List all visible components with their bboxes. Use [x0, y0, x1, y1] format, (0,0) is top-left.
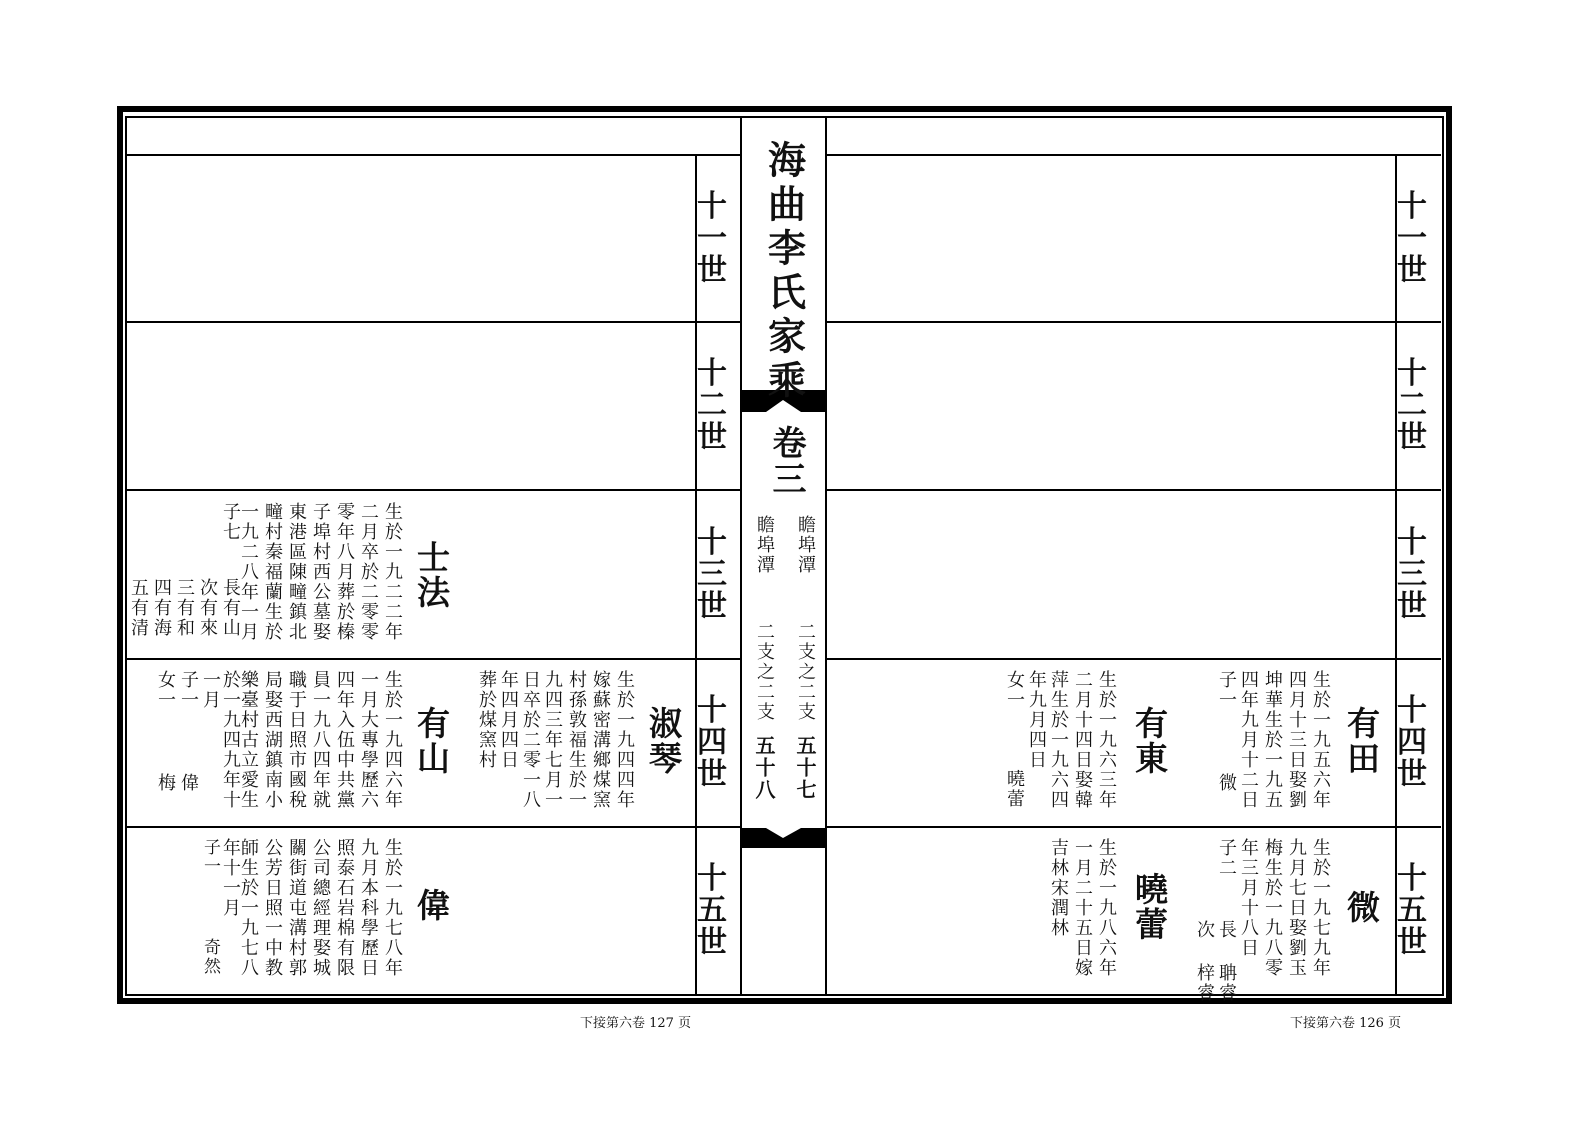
- person-name-youshan: 有山: [412, 706, 451, 776]
- bio-col: 四年九月十二日: [1238, 670, 1259, 810]
- son-entry: 三有和: [174, 578, 195, 638]
- bio-col: 二月十四日娶韓: [1072, 670, 1093, 810]
- spine-border-left: [740, 116, 742, 996]
- person-name-shuqin: 淑琴: [644, 706, 683, 776]
- page-number-right: 五十七: [793, 735, 817, 801]
- bio-col: 公司總經理娶城: [310, 838, 331, 978]
- son-entry: 次有來: [197, 578, 218, 638]
- bio-col: 樂臺村古立愛生: [238, 670, 259, 810]
- bio-col: 生於一九七八年: [382, 838, 403, 978]
- footer-right: 下接第六卷 126 页: [1290, 1016, 1402, 1031]
- person-name-xiaolei: 曉蕾: [1130, 872, 1169, 942]
- bio-col: 於一九四九年十: [220, 670, 241, 810]
- row-rule: [127, 826, 741, 828]
- row-rule: [826, 489, 1441, 491]
- bio-col: 生於一九六三年: [1096, 670, 1117, 810]
- bio-col: 生於一九二二年: [382, 502, 403, 642]
- bio-col: 日卒於二零一八: [520, 670, 541, 810]
- person-name-wei2: 微: [1342, 890, 1381, 925]
- son-entry: 長有山: [220, 578, 241, 638]
- row-rule: [127, 489, 741, 491]
- bio-col: 葬於煤窯村: [476, 670, 497, 770]
- child-entry: 女一 梅: [155, 670, 176, 793]
- person-name-wei: 偉: [412, 888, 451, 923]
- generation-label: 十二世: [697, 356, 727, 455]
- bio-col: 一九二八年一月: [238, 502, 259, 642]
- bio-col: 一月: [200, 670, 221, 710]
- bio-col: 一月二十五日嫁: [1072, 838, 1093, 978]
- generation-label: 十三世: [697, 524, 727, 624]
- generation-label: 十五世: [1397, 861, 1427, 960]
- page-number-left: 五十八: [752, 735, 776, 801]
- generation-label: 十四世: [697, 693, 727, 792]
- bio-col: 關街道屯溝村郭: [286, 838, 307, 978]
- book-title: 海曲李氏家乘: [761, 140, 807, 404]
- top-rule-right: [826, 154, 1441, 156]
- row-rule: [127, 658, 741, 660]
- sub-branch-right: 二支之二支: [795, 622, 816, 722]
- bio-col: 生於一九四四年: [614, 670, 635, 810]
- person-name-shifa: 士法: [412, 540, 451, 610]
- generation-label: 十三世: [1397, 524, 1427, 624]
- bio-col: 職于日照市國稅: [286, 670, 307, 810]
- generation-label: 十二世: [1397, 356, 1427, 455]
- row-rule: [826, 826, 1441, 828]
- bio-col: 照泰石岩棉有限: [334, 838, 355, 978]
- bio-col: 子埠村西公墓娶: [310, 502, 331, 642]
- volume-label: 卷三: [766, 425, 806, 497]
- child-entry: 長 聃睿: [1216, 920, 1237, 1003]
- bio-col: 公芳日照一中教: [262, 838, 283, 978]
- spine-ornament-bottom: [741, 820, 826, 848]
- row-rule: [127, 321, 741, 323]
- bio-col: 年四月四日: [498, 670, 519, 770]
- bio-col: 年十一月: [220, 838, 241, 918]
- son-entry: 五有清: [128, 578, 149, 638]
- child-entry: 子一 奇然: [200, 838, 220, 976]
- bio-col: 四年入伍中共黨: [334, 670, 355, 810]
- footer-left: 下接第六卷 127 页: [580, 1016, 692, 1031]
- bio-col: 吉林宋潤林: [1048, 838, 1069, 938]
- bio-col: 生於一九四六年: [382, 670, 403, 810]
- bio-col: 生於一九七九年: [1310, 838, 1331, 978]
- generation-label: 十四世: [1397, 693, 1427, 792]
- bio-col: 員一九八四年就: [310, 670, 331, 810]
- child-entry: 子一 偉: [178, 670, 199, 793]
- son-entry: 四有海: [151, 578, 172, 638]
- bio-col: 東港區陳疃鎮北: [286, 502, 307, 642]
- row-rule: [826, 321, 1441, 323]
- child-entry: 子二: [1216, 838, 1237, 878]
- person-name-youdong: 有東: [1130, 706, 1169, 776]
- bio-col: 梅生於一九八零: [1262, 838, 1283, 978]
- bio-col: 村孫敦福生於一: [566, 670, 587, 810]
- bio-col: 疃村秦福蘭生於: [262, 502, 283, 642]
- spine-border-right: [825, 116, 827, 996]
- bio-col: 局娶西湖鎮南小: [262, 670, 283, 810]
- bio-col: 師生於一九七八: [238, 838, 259, 978]
- generation-label: 十一世: [697, 188, 727, 288]
- bio-col: 零年八月葬於榛: [334, 502, 355, 642]
- bio-col: 二月卒於二零零: [358, 502, 379, 642]
- bio-col: 九月本科學歷日: [358, 838, 379, 978]
- bio-col: 年九月四日: [1026, 670, 1047, 770]
- generation-label: 十五世: [697, 861, 727, 960]
- bio-col: 萍生於一九六四: [1048, 670, 1069, 810]
- bio-col: 子七: [220, 502, 241, 542]
- person-name-youtian: 有田: [1342, 706, 1381, 776]
- row-rule: [826, 658, 1441, 660]
- bio-col: 九月七日娶劉玉: [1286, 838, 1307, 978]
- sub-branch-left: 二支之二支: [754, 622, 775, 722]
- top-rule-left: [127, 154, 741, 156]
- child-entry: 次 梓睿: [1194, 920, 1215, 1003]
- child-entry: 女一 曉蕾: [1004, 670, 1025, 809]
- bio-col: 年三月十八日: [1238, 838, 1259, 958]
- bio-col: 一月大專學歷六: [358, 670, 379, 810]
- bio-col: 嫁蘇密溝鄉煤窯: [590, 670, 611, 810]
- branch-left: 瞻埠潭: [754, 515, 775, 575]
- bio-col: 生於一九五六年: [1310, 670, 1331, 810]
- branch-right: 瞻埠潭: [795, 515, 816, 575]
- bio-col: 坤華生於一九五: [1262, 670, 1283, 810]
- bio-col: 生於一九八六年: [1096, 838, 1117, 978]
- generation-label: 十一世: [1397, 188, 1427, 288]
- bio-col: 九四三年七月一: [542, 670, 563, 810]
- child-entry: 子一 微: [1216, 670, 1237, 793]
- bio-col: 四月十三日娶劉: [1286, 670, 1307, 810]
